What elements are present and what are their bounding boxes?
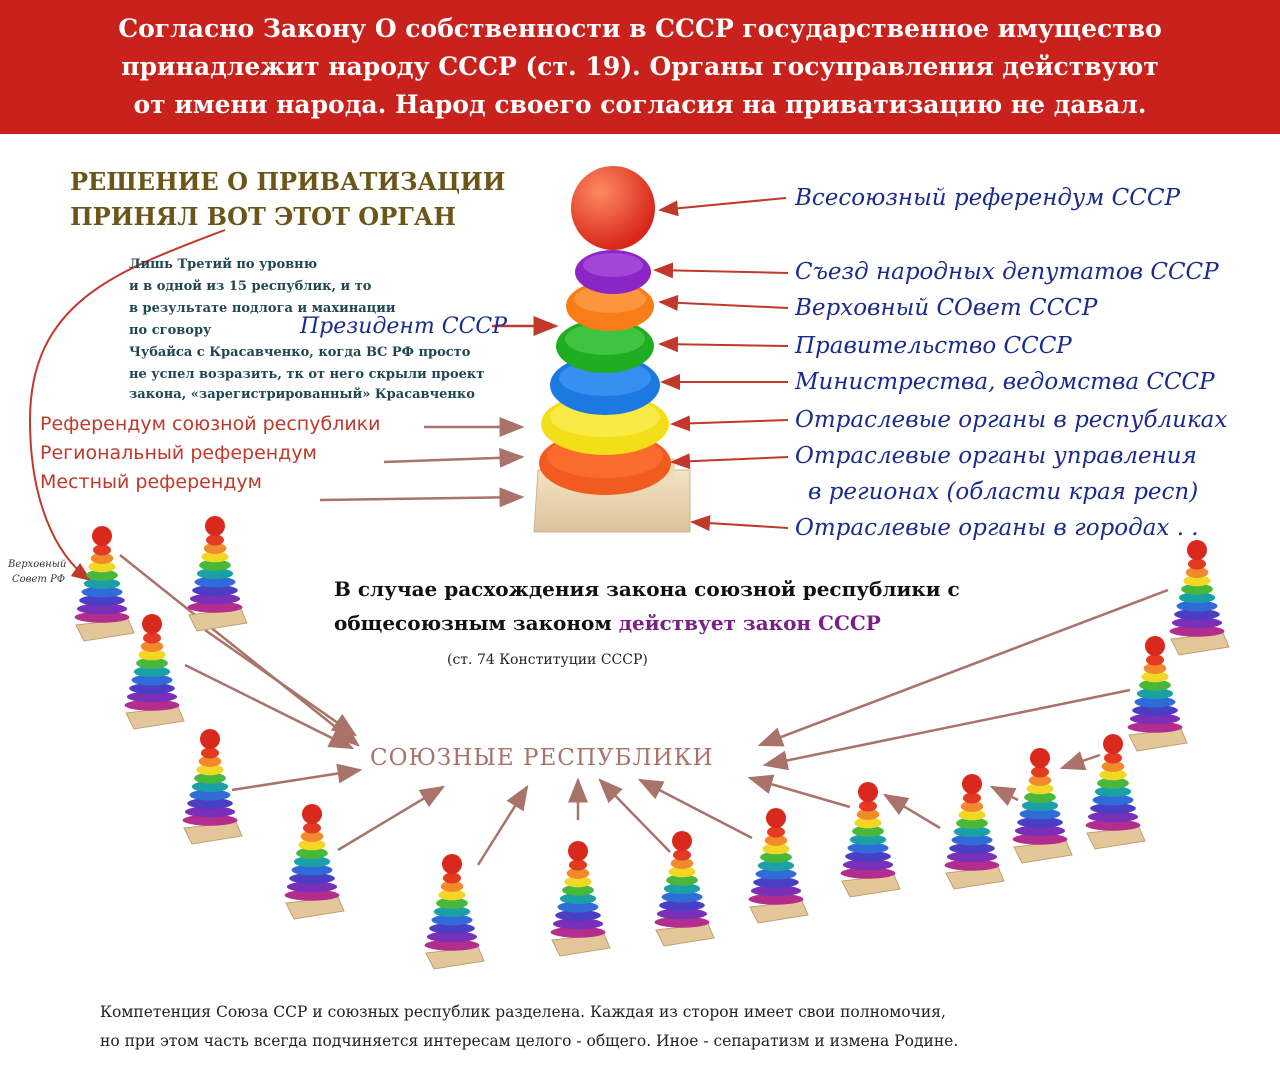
republic-tower [75,526,134,641]
banner-line-1: Согласно Закону О собственности в СССР государственное имущество [118,14,1162,43]
arrow-city-organs [692,522,788,528]
note-line-6: не успел возразить, тк от него скрыли проект [129,367,485,382]
note-line-2: и в одной из 15 республик, и то [129,279,372,294]
arrow-referendum [660,198,786,210]
banner-line-3: от имени народа. Народ своего согласия на приватизацию не давал. [133,90,1147,119]
big-pyramid-toy [534,166,690,532]
banner-line-2: принадлежит народу СССР (ст. 19). Органы госуправления действуют [121,52,1159,81]
level-label-congress: Съезд народных депутатов СССР [795,259,1219,285]
supreme-soviet-rf-label-1: Верховный [8,559,67,570]
note-line-3: в результате подлога и махинации [129,301,396,316]
republic-tower [655,831,714,946]
level-label-government: Правительство СССР [795,333,1072,359]
footer-line-2: но при этом часть всегда подчиняется интересам целого - общего. Иное - сепаратизм и измена Родине. [100,1032,959,1050]
supreme-soviet-rf-label [8,557,66,587]
union-republics-label: СОЮЗНЫЕ РЕСПУБЛИКИ [370,745,714,771]
decision-title-line-1: РЕШЕНИЕ О ПРИВАТИЗАЦИИ [70,167,506,196]
footer-line-1: Компетенция Союза ССР и союзных республик разделена. Каждая из сторон имеет свои полномочия, [100,1003,946,1021]
arrow-republic-organs [672,420,788,424]
note-line-4: по сговору [129,323,212,338]
arrow-government [660,344,788,346]
republic-tower [551,841,610,956]
level-label-republic-organs: Отраслевые органы в республиках [795,407,1228,433]
president-label: Президент СССР [300,314,508,339]
decision-title-line-2: ПРИНЯЛ ВОТ ЭТОТ ОРГАН [70,202,457,231]
republic-tower [285,804,344,919]
note-line-1: Лишь Третий по уровню [129,257,318,272]
level-label-regional-organs: Отраслевые органы управления [795,443,1197,469]
republic-tower [183,729,242,844]
supreme-soviet-rf-label-2: Совет РФ [12,574,66,585]
arrow-regional-referendum [384,457,522,462]
law-text-line-2 [334,608,881,638]
arrow-supreme-soviet [660,302,788,308]
republic-tower [1170,540,1229,655]
law-source: (ст. 74 Конституции СССР) [447,652,648,668]
republic-tower [1086,734,1145,849]
law-text-line-2-black: общесоюзным законом [334,611,619,635]
arrow-congress [655,270,788,273]
law-text-line-1: В случае расхождения закона союзной республики с [334,577,960,601]
level-label-supreme-soviet: Верховный СОвет СССР [795,295,1098,321]
local-referendum-label: Местный референдум [40,471,262,493]
regional-referendum-label: Региональный референдум [40,442,317,464]
republic-tower [188,516,247,631]
republic-tower [1013,748,1072,863]
republic-tower [749,808,808,923]
law-text-line-2-purple: действует закон СССР [618,611,881,635]
level-label-ministries: Министрества, ведомства СССР [795,369,1215,395]
level-label-regional-organs-2: в регионах (области края респ) [808,479,1199,505]
level-label-city-organs: Отраслевые органы в городах . . [795,515,1199,541]
arrow-regional-organs [672,457,788,462]
note-line-5: Чубайса с Красавченко, когда ВС РФ просто [129,345,471,360]
republic-tower [425,854,484,969]
republic-tower [945,774,1004,889]
note-line-7: закона, «зарегистрированный» Красавченко [129,387,475,402]
republic-referendum-label: Референдум союзной республики [40,413,381,435]
arrow-local-referendum [320,497,522,500]
level-label-referendum: Всесоюзный референдум СССР [795,185,1180,211]
